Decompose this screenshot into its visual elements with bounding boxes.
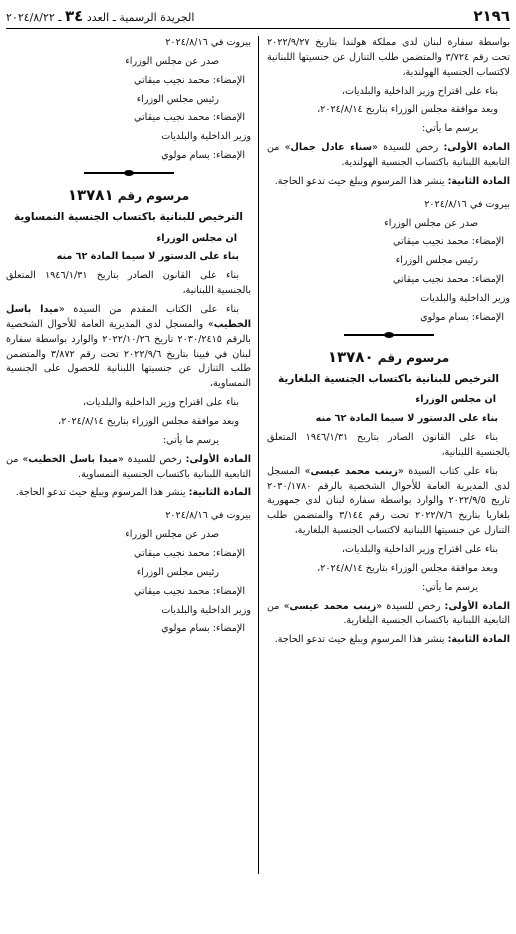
paragraph: بناء على الدستور لا سيما المادة ٦٢ منه — [56, 251, 239, 263]
article-two — [267, 175, 510, 190]
page-header — [6, 6, 510, 29]
signature-line: وزير الداخلية والبلديات — [161, 131, 251, 143]
paragraph: بناء على القانون الصادر بتاريخ ١٩٤٦/١/٣١ المتعلق بالجنسية اللبنانية، — [267, 431, 510, 458]
person-name: ميدا باسل الخطيب — [6, 303, 251, 330]
council-heading: ان مجلس الوزراء — [156, 232, 237, 244]
signature-line: رئيس مجلس الوزراء — [395, 255, 478, 267]
issue-place-date: بيروت في ٢٠٢٤/٨/١٦ — [424, 198, 510, 210]
paragraph: يرسم ما يأتي: — [421, 581, 478, 593]
decree-title — [6, 184, 251, 207]
signature-line: الإمضاء: محمد نجيب ميقاتي — [134, 74, 245, 86]
article-label: المادة الأولى: — [185, 453, 251, 465]
paragraph: وبعد موافقة مجلس الوزراء بتاريخ ٢٠٢٤/٨/١٤، — [317, 562, 498, 574]
issue-place-date: بيروت في ٢٠٢٤/٨/١٦ — [165, 37, 251, 48]
page-number: ٢١٩٦ — [473, 7, 510, 26]
right-column — [267, 36, 510, 930]
person-name: زينب محمد عيسى — [289, 600, 377, 612]
article-one — [267, 141, 510, 171]
signature-line: الإمضاء: محمد نجيب ميقاتي — [393, 236, 504, 248]
article-label: المادة الثانية: — [188, 487, 251, 499]
signature-line: الإمضاء: بسام مولوي — [161, 623, 245, 635]
signature-line: وزير الداخلية والبلديات — [161, 604, 251, 616]
section-separator — [344, 332, 434, 338]
gazette-label: الجريدة الرسمية ـ العدد — [86, 11, 195, 25]
signature-line: رئيس مجلس الوزراء — [136, 93, 219, 105]
decree-number: ١٣٧٨٠ — [327, 347, 374, 366]
paragraph: بناء على اقتراح وزير الداخلية والبلديات، — [82, 397, 239, 409]
signature-line: الإمضاء: بسام مولوي — [161, 150, 245, 162]
council-heading: ان مجلس الوزراء — [415, 394, 496, 406]
paragraph: بناء على اقتراح وزير الداخلية والبلديات، — [341, 85, 498, 97]
article-text: ينشر هذا المرسوم ويبلغ حيث تدعو الحاجة. — [274, 634, 448, 646]
issue-place-date: بيروت في ٢٠٢٤/٨/١٦ — [165, 510, 251, 522]
article-text: ينشر هذا المرسوم ويبلغ حيث تدعو الحاجة. — [15, 487, 189, 499]
article-label: المادة الثانية: — [447, 175, 510, 187]
column-divider — [258, 36, 259, 874]
decree-subtitle: الترخيص للبنانية باكتساب الجنسية البلغارية — [277, 373, 500, 385]
paragraph: يرسم ما يأتي: — [421, 123, 478, 135]
paragraph-text: » والمسجل لدى المديرية العامة للأحوال الشخصية بالرقم ٢٠٣٠/٢٤١٥ تاريخ ٢٠٢٢/١٠/٢٦ والوارد بواسطة سفارة لبنان في فيينا بتاريخ ٢٠٢٢/٩/٦ تحت رقم ٣/٨٧٢ والمتضمن طلب التنازل عن جنسيتها اللبنانية للحصول على الجنسية النمساوية، — [6, 318, 251, 390]
paragraph-text: » المسجل لدى المديرية العامة للأحوال الشخصية بالرقم ٢٠٣٠/١٧٨٠ تاريخ ٢٠٢٢/٩/٥ والوارد بواسطة سفارة لبنان لدى جمهورية بلغاريا بتاريخ ٢٠٢٢/٧/٦ تحت رقم ٣/١٤٤ والمتضمن طلب التنازل عن جنسيتها اللبنانية لاكتساب الجنسية البلغارية، — [267, 465, 510, 537]
signature-line: صدر عن مجلس الوزراء — [125, 55, 219, 67]
decree-number: ١٣٧٨١ — [67, 186, 114, 205]
paragraph: يرسم ما يأتي: — [162, 434, 219, 446]
paragraph-text: بناء على كتاب السيدة « — [397, 465, 498, 477]
paragraph — [6, 303, 251, 392]
article-label: المادة الأولى: — [444, 600, 510, 612]
paragraph-text: بناء على الكتاب المقدم من السيدة « — [58, 303, 240, 315]
paragraph: بناء على اقتراح وزير الداخلية والبلديات، — [341, 544, 498, 555]
paragraph: بناء على القانون الصادر بتاريخ ١٩٤٦/١/٣١ المتعلق بالجنسية اللبنانية، — [6, 270, 251, 297]
article-text: » من التابعية اللبنانية باكتساب الجنسية الهولندية. — [267, 142, 510, 169]
article-one — [6, 453, 251, 483]
decree-subtitle: الترخيص للبنانية باكتساب الجنسية النمساوية — [13, 211, 244, 224]
person-name: سناء عادل جمال — [290, 142, 373, 154]
article-text: » من التابعية اللبنانية باكتساب الجنسية البلغارية. — [267, 600, 510, 627]
article-label: المادة الأولى: — [443, 142, 510, 154]
article-text: رخص للسيدة « — [372, 142, 444, 154]
signature-line: الإمضاء: محمد نجيب ميقاتي — [134, 585, 245, 597]
article-text: رخص للسيدة « — [117, 453, 186, 465]
article-two — [6, 486, 251, 501]
decree-label: مرسوم رقم — [377, 350, 450, 365]
article-text: » من التابعية اللبنانية باكتساب الجنسية النمساوية. — [6, 453, 251, 480]
article-one — [267, 600, 510, 630]
signature-line: الإمضاء: محمد نجيب ميقاتي — [393, 274, 504, 286]
paragraph: وبعد موافقة مجلس الوزراء بتاريخ ٢٠٢٤/٨/١٤، — [317, 104, 498, 116]
issue-number: ٣٤ — [65, 7, 84, 26]
signature-line: الإمضاء: محمد نجيب ميقاتي — [134, 548, 245, 559]
signature-line: الإمضاء: محمد نجيب ميقاتي — [134, 112, 245, 124]
gazette-title — [6, 5, 194, 28]
paragraph: بناء على الدستور لا سيما المادة ٦٢ منه — [315, 413, 498, 425]
signature-line: وزير الداخلية والبلديات — [420, 293, 510, 305]
person-name: ميدا باسل الخطيب — [28, 453, 118, 465]
signature-line: رئيس مجلس الوزراء — [136, 566, 219, 578]
person-name: زينب محمد عيسى — [310, 465, 398, 477]
signature-line: الإمضاء: بسام مولوي — [420, 311, 504, 323]
paragraph — [267, 465, 510, 539]
section-separator — [84, 170, 174, 176]
paragraph: وبعد موافقة مجلس الوزراء بتاريخ ٢٠٢٤/٨/١٤، — [58, 415, 239, 427]
article-text: ينشر هذا المرسوم ويبلغ حيث تدعو الحاجة. — [274, 175, 448, 187]
issue-date: ـ ٢٠٢٤/٨/٢٢ — [6, 11, 62, 25]
left-column — [6, 36, 251, 930]
paragraph: بواسطة سفارة لبنان لدى مملكة هولندا بتاريخ ٢٠٢٢/٩/٢٧ تحت رقم ٣/٧٢٤ والمتضمن طلب التنازل عن جنسيتها اللبنانية لاكتساب الجنسية الهولندية، — [267, 37, 510, 78]
article-text: رخص للسيدة « — [376, 600, 445, 612]
decree-title — [267, 346, 510, 369]
article-two — [267, 633, 510, 648]
decree-label: مرسوم رقم — [117, 189, 190, 204]
signature-line: صدر عن مجلس الوزراء — [125, 529, 219, 541]
article-label: المادة الثانية: — [447, 634, 510, 646]
signature-line: صدر عن مجلس الوزراء — [384, 217, 478, 229]
